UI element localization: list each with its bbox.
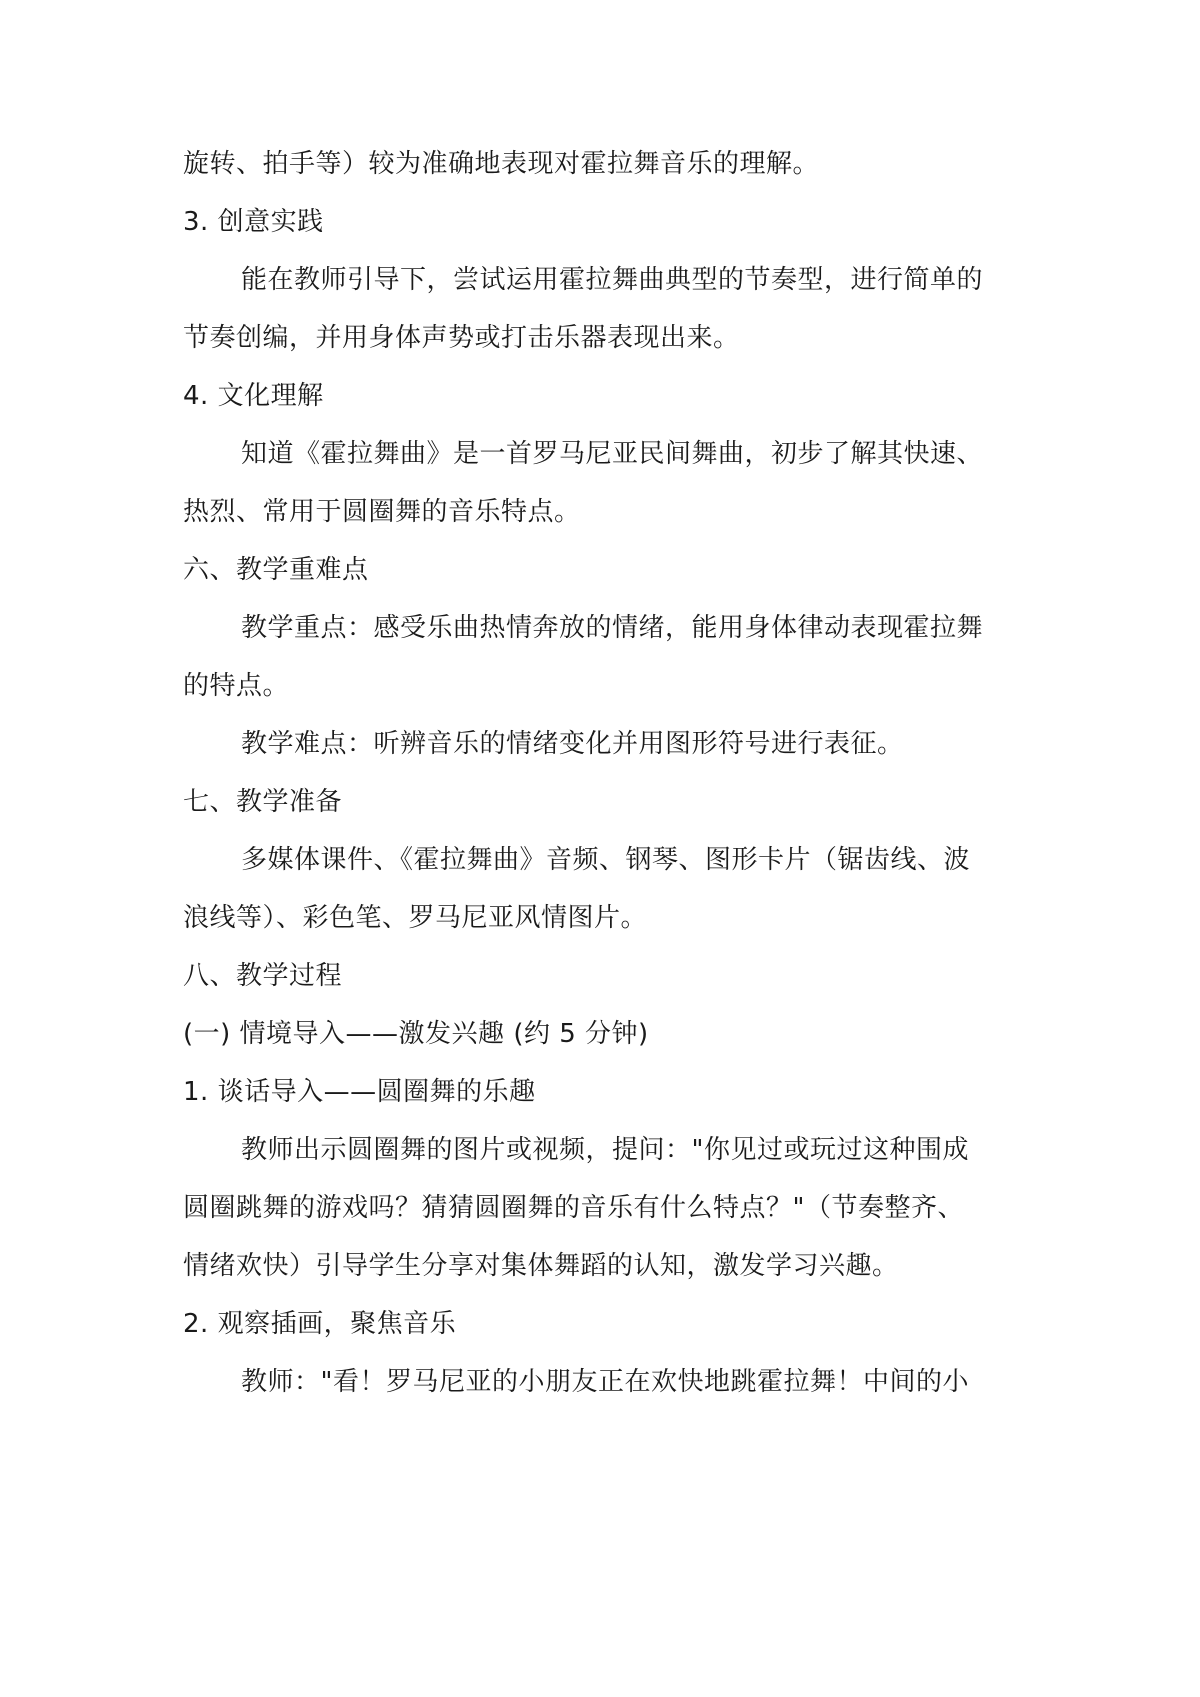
paragraph-line: 知道《霍拉舞曲》是一首罗马尼亚民间舞曲，初步了解其快速、 xyxy=(241,439,984,469)
text-line: 浪线等）、彩色笔、罗马尼亚风情图片。 xyxy=(183,903,648,933)
text-line: 节奏创编，并用身体声势或打击乐器表现出来。 xyxy=(183,323,740,353)
paragraph-line: 教师出示圆圈舞的图片或视频，提问："你见过或玩过这种围成 xyxy=(241,1135,969,1165)
section-heading: 4. 文化理解 xyxy=(183,381,324,411)
text-line: 旋转、拍手等）较为准确地表现对霍拉舞音乐的理解。 xyxy=(183,149,820,179)
section-heading: 七、教学准备 xyxy=(183,787,343,817)
paragraph-line: 多媒体课件、《霍拉舞曲》音频、钢琴、图形卡片（锯齿线、波 xyxy=(241,845,971,875)
paragraph-line: 教师："看！罗马尼亚的小朋友正在欢快地跳霍拉舞！中间的小 xyxy=(241,1367,969,1397)
paragraph-line: 能在教师引导下，尝试运用霍拉舞曲典型的节奏型，进行简单的 xyxy=(241,265,984,295)
section-heading: 八、教学过程 xyxy=(183,961,343,991)
section-heading: 1. 谈话导入——圆圈舞的乐趣 xyxy=(183,1077,536,1107)
text-line: 圆圈跳舞的游戏吗？猜猜圆圈舞的音乐有什么特点？"（节奏整齐、 xyxy=(183,1193,964,1223)
text-line: 的特点。 xyxy=(183,671,290,701)
section-heading: 2. 观察插画，聚焦音乐 xyxy=(183,1309,457,1339)
text-line: 情绪欢快）引导学生分享对集体舞蹈的认知，激发学习兴趣。 xyxy=(183,1251,899,1281)
paragraph-line: 教学重点：感受乐曲热情奔放的情绪，能用身体律动表现霍拉舞 xyxy=(241,613,984,643)
text-line: 热烈、常用于圆圈舞的音乐特点。 xyxy=(183,497,581,527)
paragraph-line: 教学难点：听辨音乐的情绪变化并用图形符号进行表征。 xyxy=(241,729,904,759)
section-heading: 六、教学重难点 xyxy=(183,555,369,585)
section-heading: 3. 创意实践 xyxy=(183,207,324,237)
subsection-heading: (一) 情境导入——激发兴趣 (约 5 分钟) xyxy=(183,1019,649,1049)
